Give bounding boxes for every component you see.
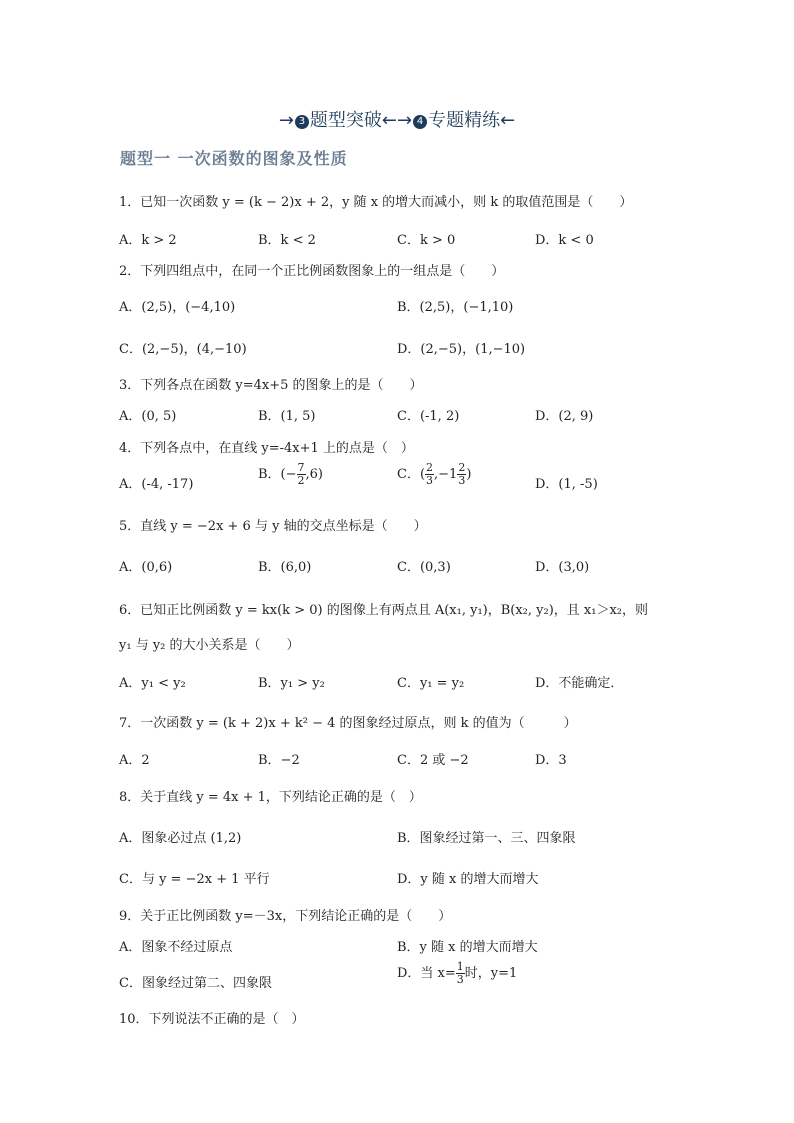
q4-option-c: C．( $\frac{2}{3}$ ,−1 $\frac{2}{3}$ ) <box>397 461 472 487</box>
banner-part2: 专题精练 <box>428 110 501 131</box>
q5-option-c: C．(0,3) <box>397 560 451 575</box>
question-1-stem: 1．已知一次函数 y = (k − 2)x + 2，y 随 x 的增大而减小，则 k 的取值范围是（ ） <box>119 195 633 210</box>
question-6-stem: 6．已知正比例函数 y = kx(k > 0) 的图像上有两点且 A(x₁, y₁)，B(x₂, y₂)，且 x₁＞x₂，则 <box>119 603 649 618</box>
arrow-left-icon: ← <box>500 110 516 131</box>
q8-option-d: D．y 随 x 的增大而增大 <box>397 872 539 887</box>
q8-option-a: A．图象必过点 (1,2) <box>119 831 242 846</box>
q3-option-a: A．(0, 5) <box>119 409 177 424</box>
banner-part1: 题型突破 <box>309 110 382 131</box>
fraction: $\frac{2}{3}$ <box>426 461 434 487</box>
q9-option-b: B．y 随 x 的增大而增大 <box>397 940 538 955</box>
question-5-stem: 5．直线 y = −2x + 6 与 y 轴的交点坐标是（ ） <box>119 519 427 534</box>
q7-option-d: D．3 <box>535 753 567 768</box>
section-title: 题型一 一次函数的图象及性质 <box>120 149 348 168</box>
q9-option-d: D．当 x= $\frac{1}{3}$ 时，y=1 <box>397 960 518 986</box>
q6-option-b: B．y₁ > y₂ <box>258 676 325 691</box>
q9-option-a: A．图象不经过原点 <box>119 940 233 955</box>
arrow-right-icon: → <box>278 110 294 131</box>
question-9-stem: 9．关于正比例函数 y=－3x，下列结论正确的是（ ） <box>119 909 452 924</box>
question-4-stem: 4．下列各点中，在直线 y=-4x+1 上的点是（ ） <box>119 441 414 456</box>
q2-option-a: A．(2,5)，(−4,10) <box>119 300 236 315</box>
q2-option-c: C．(2,−5)，(4,−10) <box>119 342 247 357</box>
circled-number-icon: 4 <box>413 115 427 129</box>
q1-option-d: D．k < 0 <box>535 233 594 248</box>
q1-option-c: C．k > 0 <box>397 233 456 248</box>
q5-option-a: A．(0,6) <box>119 560 173 575</box>
q2-option-b: B．(2,5)，(−1,10) <box>397 300 514 315</box>
q9-option-c: C．图象经过第二、四象限 <box>119 976 272 991</box>
q3-option-d: D．(2, 9) <box>535 409 594 424</box>
q2-option-d: D．(2,−5)，(1,−10) <box>397 342 526 357</box>
fraction: $\frac{7}{2}$ <box>297 461 305 487</box>
question-7-stem: 7．一次函数 y = (k + 2)x + k² − 4 的图象经过原点，则 k 的值为（ ） <box>119 716 577 731</box>
q8-option-b: B．图象经过第一、三、四象限 <box>397 831 576 846</box>
q1-option-a: A．k > 2 <box>119 233 177 248</box>
q8-option-c: C．与 y = −2x + 1 平行 <box>119 872 270 887</box>
q1-option-b: B．k < 2 <box>258 233 316 248</box>
q5-option-d: D．(3,0) <box>535 560 590 575</box>
q7-option-a: A．2 <box>119 753 150 768</box>
fraction: $\frac{1}{3}$ <box>456 960 464 986</box>
q4-option-b: B．(− $\frac{7}{2}$ ,6) <box>258 461 324 487</box>
question-3-stem: 3．下列各点在函数 y=4x+5 的图象上的是（ ） <box>119 378 423 393</box>
banner <box>0 106 794 132</box>
q6-option-d: D．不能确定． <box>535 676 624 691</box>
question-10-stem: 10．下列说法不正确的是（ ） <box>119 1012 305 1027</box>
q6-option-c: C．y₁ = y₂ <box>397 676 465 691</box>
circled-number-icon: 3 <box>295 115 309 129</box>
double-arrow-icon: ←→ <box>381 110 413 131</box>
q7-option-b: B．−2 <box>258 753 300 768</box>
question-8-stem: 8．关于直线 y = 4x + 1，下列结论正确的是（ ） <box>119 790 422 805</box>
fraction: $\frac{2}{3}$ <box>458 461 466 487</box>
question-2-stem: 2．下列四组点中，在同一个正比例函数图象上的一组点是（ ） <box>119 264 505 279</box>
q3-option-b: B．(1, 5) <box>258 409 316 424</box>
q6-option-a: A．y₁ < y₂ <box>119 676 186 691</box>
q7-option-c: C．2 或 −2 <box>397 753 469 768</box>
question-6-stem-continued: y₁ 与 y₂ 的大小关系是（ ） <box>119 638 300 653</box>
q5-option-b: B．(6,0) <box>258 560 312 575</box>
q4-option-a: A．(-4, -17) <box>119 477 194 492</box>
q4-option-d: D．(1, -5) <box>535 477 598 492</box>
q3-option-c: C．(-1, 2) <box>397 409 460 424</box>
